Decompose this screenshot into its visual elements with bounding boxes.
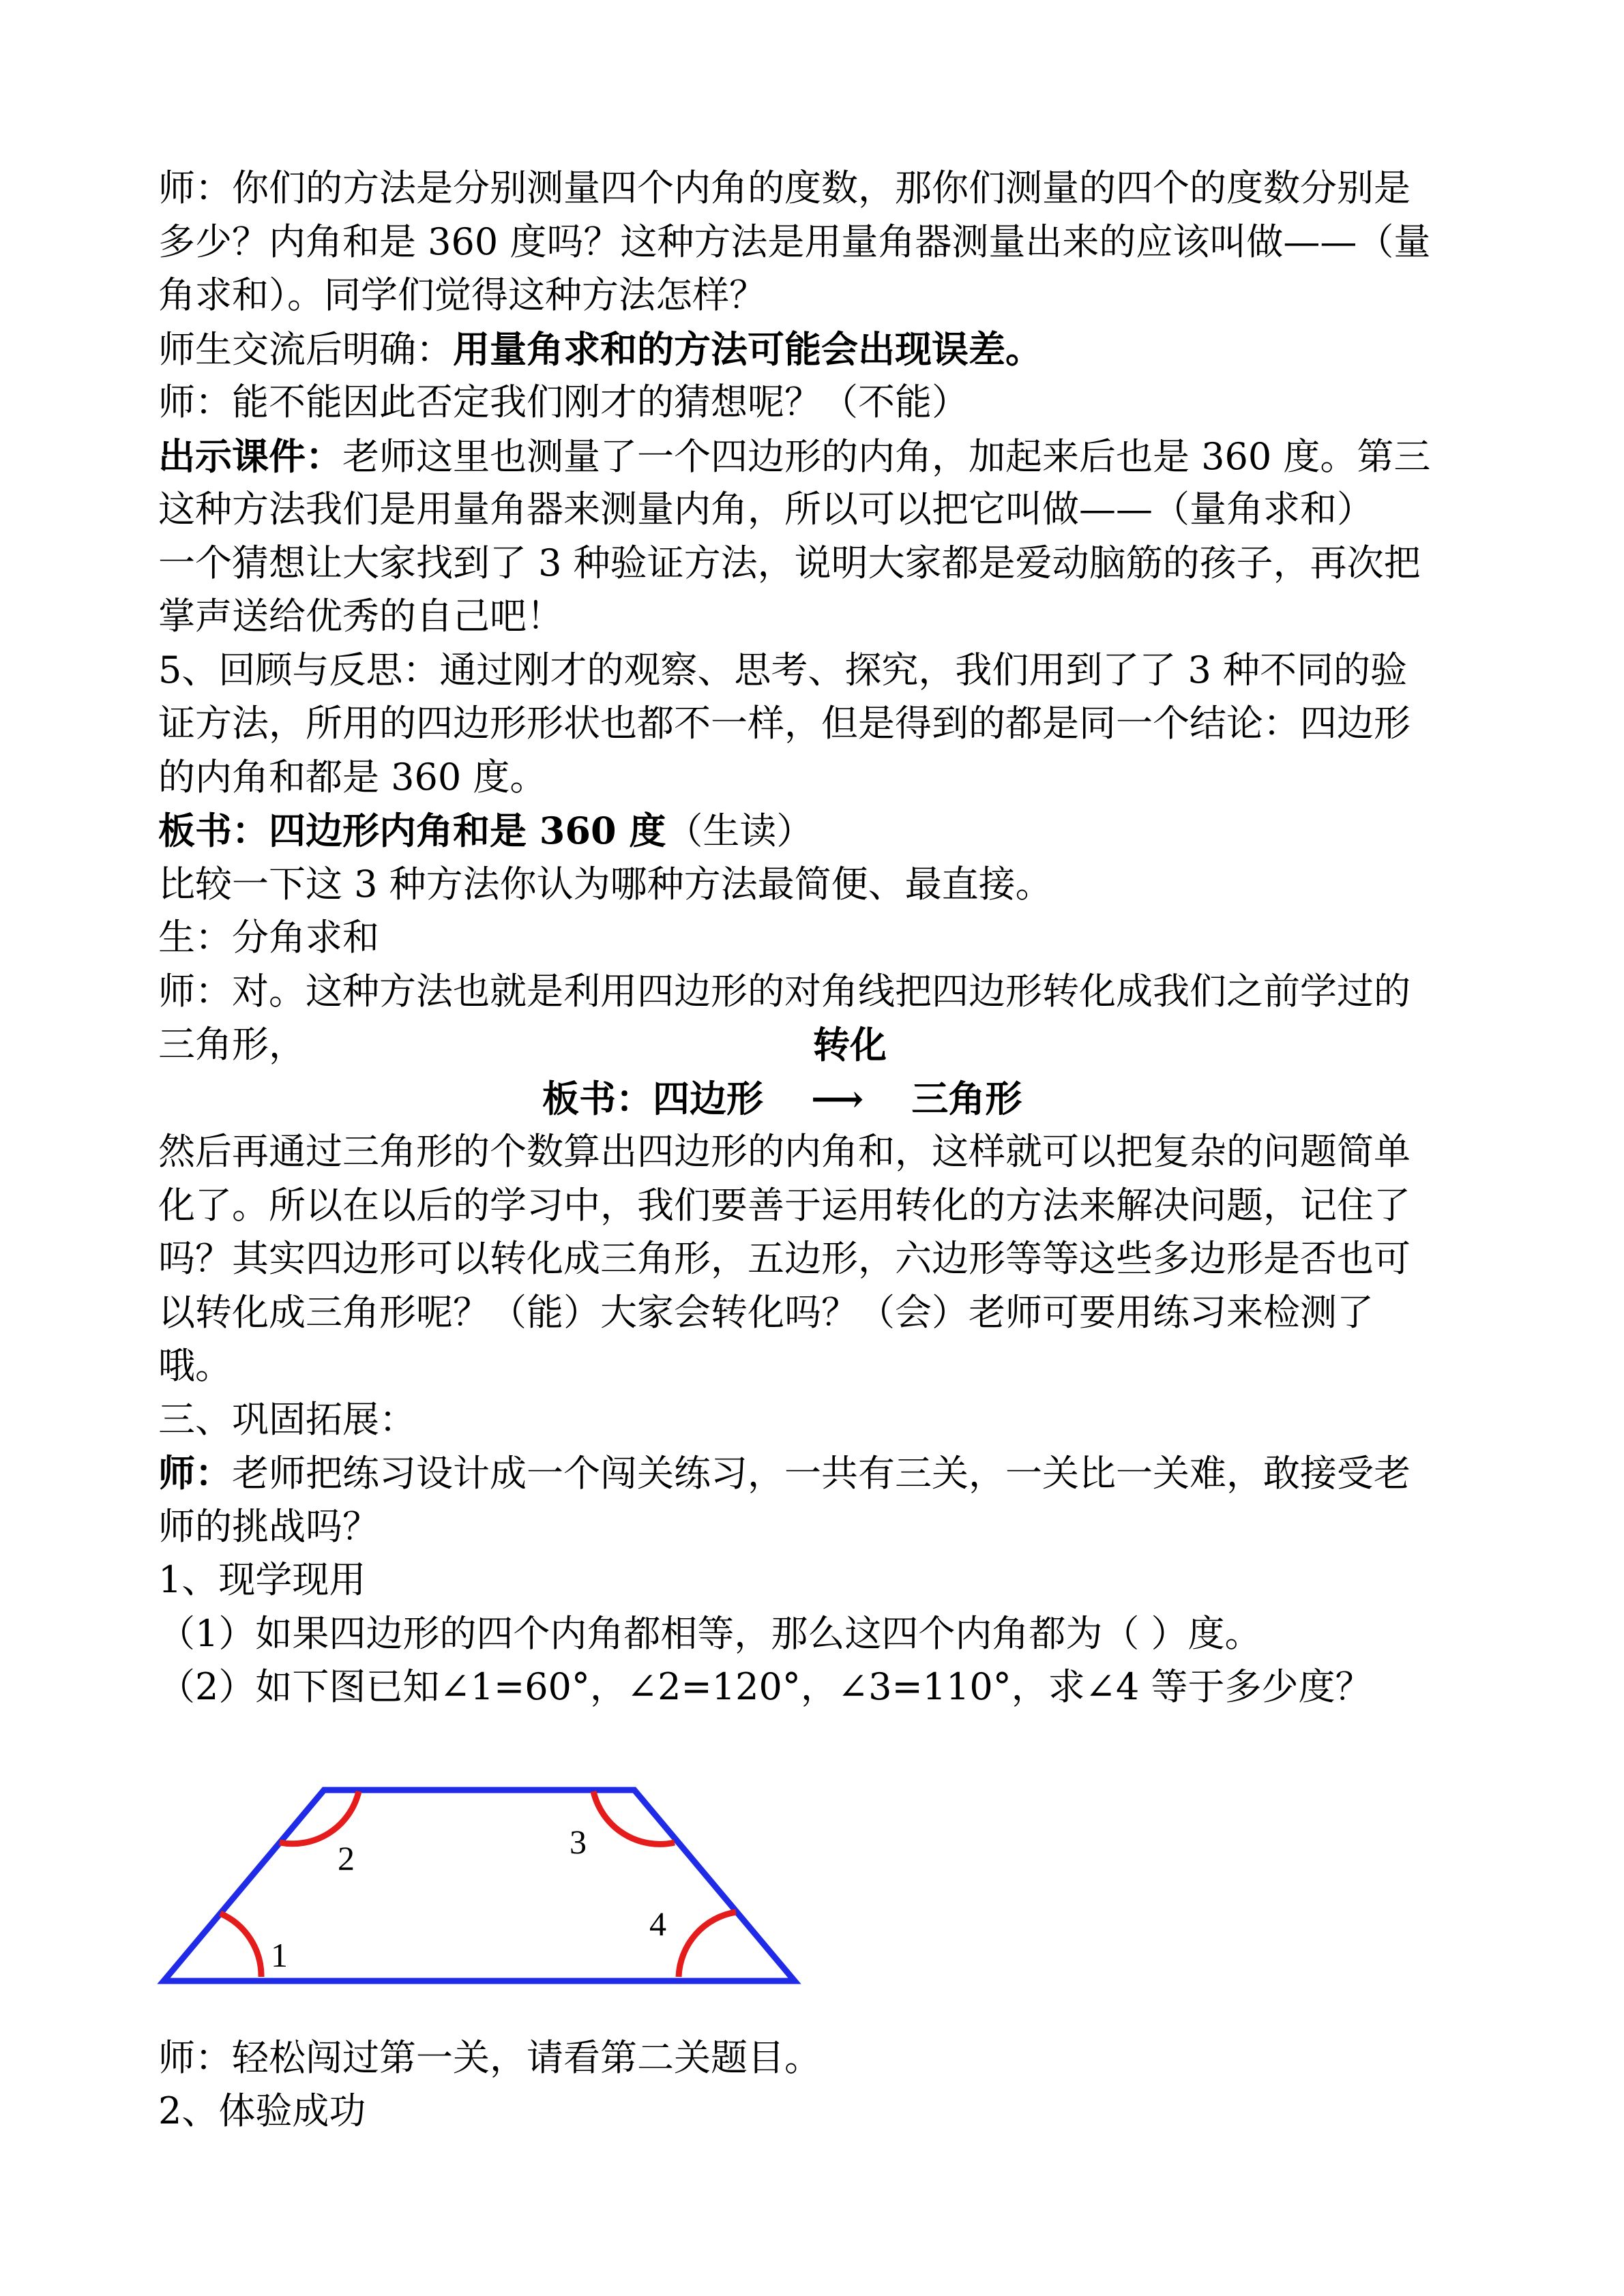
text-line (158, 806, 813, 861)
text-line: 2、体验成功 (158, 2089, 366, 2132)
text-line: （2）如下图已知∠1=60°，∠2=120°，∠3=110°，求∠4 等于多少度？ (158, 1665, 1372, 1708)
text-line: 吗？其实四边形可以转化成三角形，五边形，六边形等等这些多边形是否也可 (158, 1237, 1411, 1280)
text-line: 生：分角求和 (158, 916, 379, 959)
board-target: 三角形 (911, 1077, 1022, 1120)
text-line: 师：对。这种方法也就是利用四边形的对角线把四边形转化成我们之前学过的 (158, 970, 1411, 1013)
text-line: 师：轻松闯过第一关，请看第二关题目。 (158, 2036, 821, 2079)
text-line: 师的挑战吗？ (158, 1505, 379, 1548)
text-line: 然后再通过三角形的个数算出四边形的内角和，这样就可以把复杂的问题简单 (158, 1130, 1411, 1173)
text-line: 证方法，所用的四边形形状也都不一样，但是得到的都是同一个结论：四边形 (158, 702, 1411, 745)
angle-label-3: 3 (570, 1823, 587, 1861)
angle-3-arc (593, 1791, 675, 1844)
text-span: （生读） (666, 809, 814, 852)
text-line: 比较一下这 3 种方法你认为哪种方法最简便、最直接。 (158, 863, 1052, 906)
angle-label-4: 4 (649, 1905, 666, 1943)
text-line: 5、回顾与反思：通过刚才的观察、思考、探究，我们用到了了 3 种不同的验 (158, 648, 1408, 691)
text-span: 师生交流后明确： (158, 328, 453, 371)
trapezoid-diagram (153, 1766, 815, 1991)
bold-label: 出示课件： (158, 434, 342, 478)
text-line: 多少？内角和是 360 度吗？这种方法是用量角器测量出来的应该叫做——（量 (158, 220, 1431, 263)
bold-conclusion: 用量角求和的方法可能会出现误差。 (453, 327, 1042, 371)
text-line (158, 1448, 1411, 1503)
text-line: 师：能不能因此否定我们刚才的猜想呢？（不能） (158, 381, 969, 423)
angle-label-2: 2 (338, 1839, 355, 1877)
text-line: 1、现学现用 (158, 1558, 366, 1601)
convert-label: 转化 (813, 1023, 887, 1067)
text-line: （1）如果四边形的四个内角都相等，那么这四个内角都为（ ）度。 (158, 1612, 1262, 1655)
text-line (158, 432, 1430, 486)
text-line: 这种方法我们是用量角器来测量内角，所以可以把它叫做——（量角求和） (158, 488, 1374, 531)
text-line (158, 325, 1042, 379)
text-line: 三、巩固拓展： (158, 1398, 416, 1441)
arrow-icon: ⟶ (811, 1077, 864, 1120)
text-line: 以转化成三角形呢？（能）大家会转化吗？（会）老师可要用练习来检测了 (158, 1291, 1374, 1334)
board-conversion (542, 1074, 1022, 1123)
text-span: 老师把练习设计成一个闯关练习，一共有三关，一关比一关难，敢接受老 (232, 1452, 1411, 1495)
text-line: 的内角和都是 360 度。 (158, 756, 547, 799)
bold-label: 师： (158, 1451, 232, 1495)
text-line: 化了。所以在以后的学习中，我们要善于运用转化的方法来解决问题，记住了 (158, 1184, 1411, 1227)
board-prefix: 板书：四边形 (542, 1077, 763, 1120)
text-line: 哦。 (158, 1344, 232, 1387)
text-line: 师：你们的方法是分别测量四个内角的度数，那你们测量的四个的度数分别是 (158, 166, 1411, 209)
angle-label-1: 1 (271, 1936, 288, 1974)
board-heading: 板书：四边形内角和是 360 度 (158, 809, 666, 852)
text-line: 角求和）。同学们觉得这种方法怎样？ (158, 273, 766, 316)
text-line: 三角形， (158, 1023, 306, 1066)
text-line: 一个猜想让大家找到了 3 种验证方法，说明大家都是爱动脑筋的孩子，再次把 (158, 541, 1421, 584)
angle-4-arc (679, 1912, 736, 1977)
text-line: 掌声送给优秀的自己吧！ (158, 595, 563, 638)
text-span: 老师这里也测量了一个四边形的内角，加起来后也是 360 度。第三 (342, 435, 1431, 478)
angle-1-arc (220, 1913, 261, 1977)
